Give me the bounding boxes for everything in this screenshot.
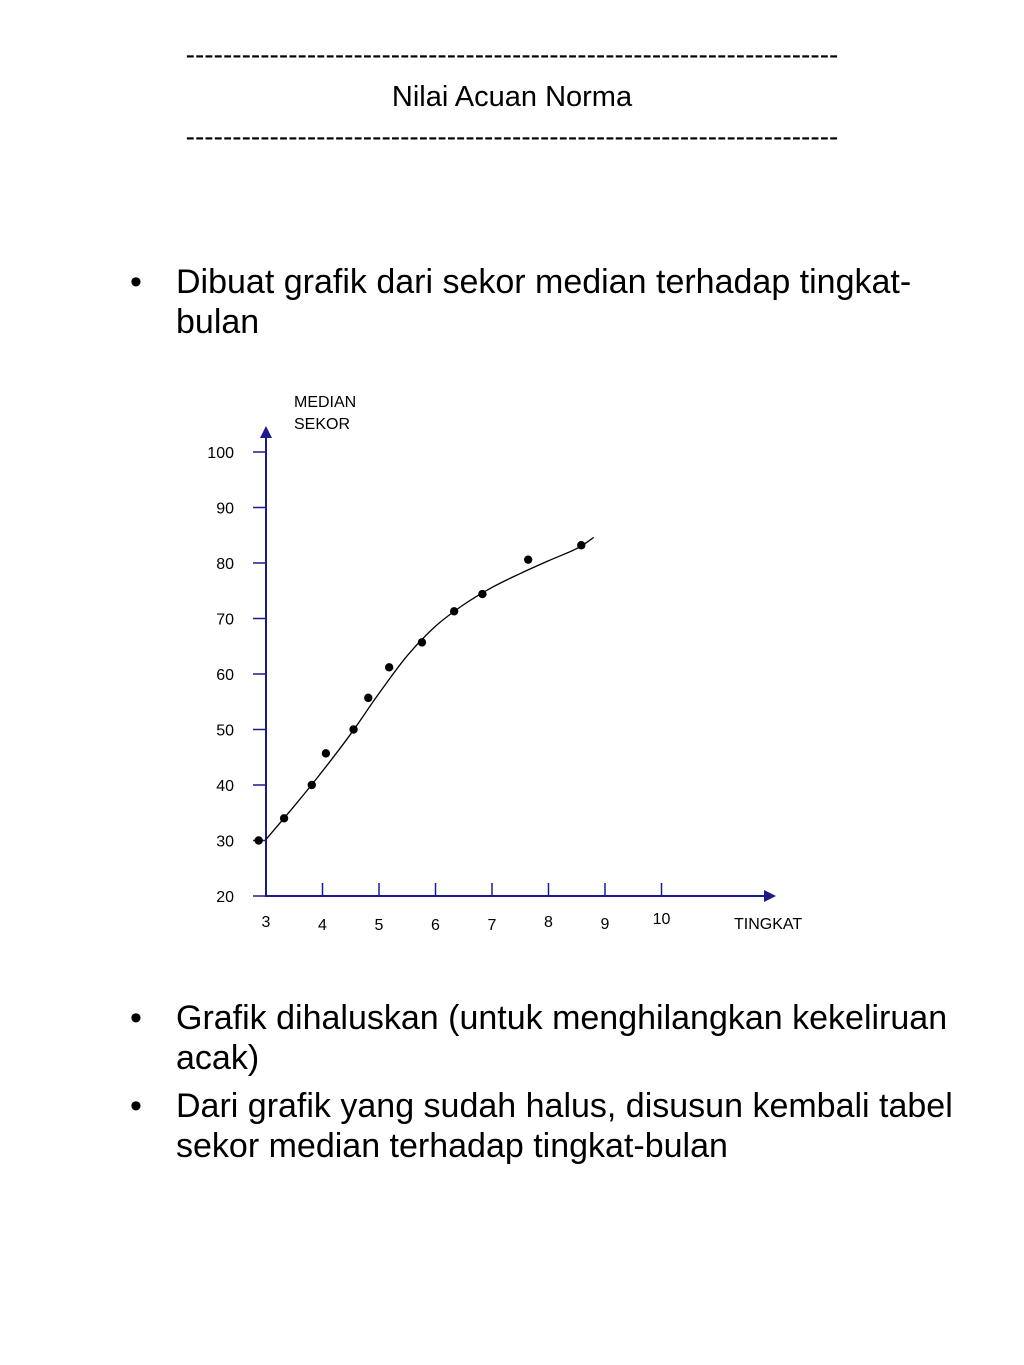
y-tick-label: 80 [216, 556, 234, 573]
y-tick-label: 60 [216, 667, 234, 684]
data-point [450, 607, 458, 615]
y-axis-label-line-1: MEDIAN [294, 394, 357, 411]
page-title: Nilai Acuan Norma [391, 81, 633, 113]
x-tick-label: 10 [652, 911, 671, 928]
y-tick-label: 40 [216, 778, 234, 795]
bullet-icon: • [130, 1087, 142, 1125]
y-tick-label: 100 [207, 445, 234, 462]
x-tick-group [262, 883, 671, 934]
bullet-item [130, 262, 990, 342]
x-tick-label: 5 [374, 917, 384, 934]
bullet-text: Dari grafik yang sudah halus, disusun kembali tabel sekor median terhadap tingkat-bulan [176, 1087, 953, 1165]
data-point [577, 541, 585, 549]
data-point [254, 836, 262, 844]
x-axis-label: TINGKAT [734, 916, 803, 933]
bullet-text: Dibuat grafik dari sekor median terhadap tingkat-bulan [176, 263, 912, 341]
x-tick-label: 3 [261, 914, 271, 931]
dashed-rule-top: ---------------------------------------------------------------------- [185, 40, 839, 70]
data-point [349, 725, 357, 733]
y-tick-label: 30 [216, 833, 234, 851]
x-tick-label: 9 [600, 916, 610, 933]
y-tick-label: 20 [216, 889, 234, 906]
data-point [322, 749, 330, 757]
data-point [478, 590, 486, 598]
median-score-chart [0, 380, 1024, 950]
data-point [308, 781, 316, 789]
data-point [385, 663, 393, 671]
x-tick-label: 4 [318, 917, 327, 934]
bullet-icon: • [130, 999, 142, 1037]
x-tick-label: 8 [544, 914, 553, 931]
bullet-list-top [130, 262, 990, 350]
bullet-icon: • [130, 263, 142, 301]
bullet-item [130, 1086, 990, 1166]
data-point [364, 694, 372, 702]
data-point-group [254, 541, 585, 845]
y-tick-label: 50 [216, 722, 234, 740]
y-tick-label: 90 [216, 500, 234, 518]
y-axis-label-line-2: SEKOR [294, 416, 351, 433]
bullet-text: Grafik dihaluskan (untuk menghilangkan kekeliruan acak) [176, 999, 948, 1077]
data-point [418, 638, 426, 646]
bullet-list-bottom [130, 998, 990, 1174]
bullet-item [130, 998, 990, 1078]
data-point [280, 814, 288, 822]
data-point [524, 555, 532, 563]
x-tick-label: 6 [431, 917, 440, 934]
y-tick-label: 70 [216, 611, 234, 629]
smoothed-curve [266, 537, 594, 839]
x-tick-label: 7 [487, 917, 497, 934]
dashed-rule-bottom: ---------------------------------------------------------------------- [185, 122, 839, 152]
